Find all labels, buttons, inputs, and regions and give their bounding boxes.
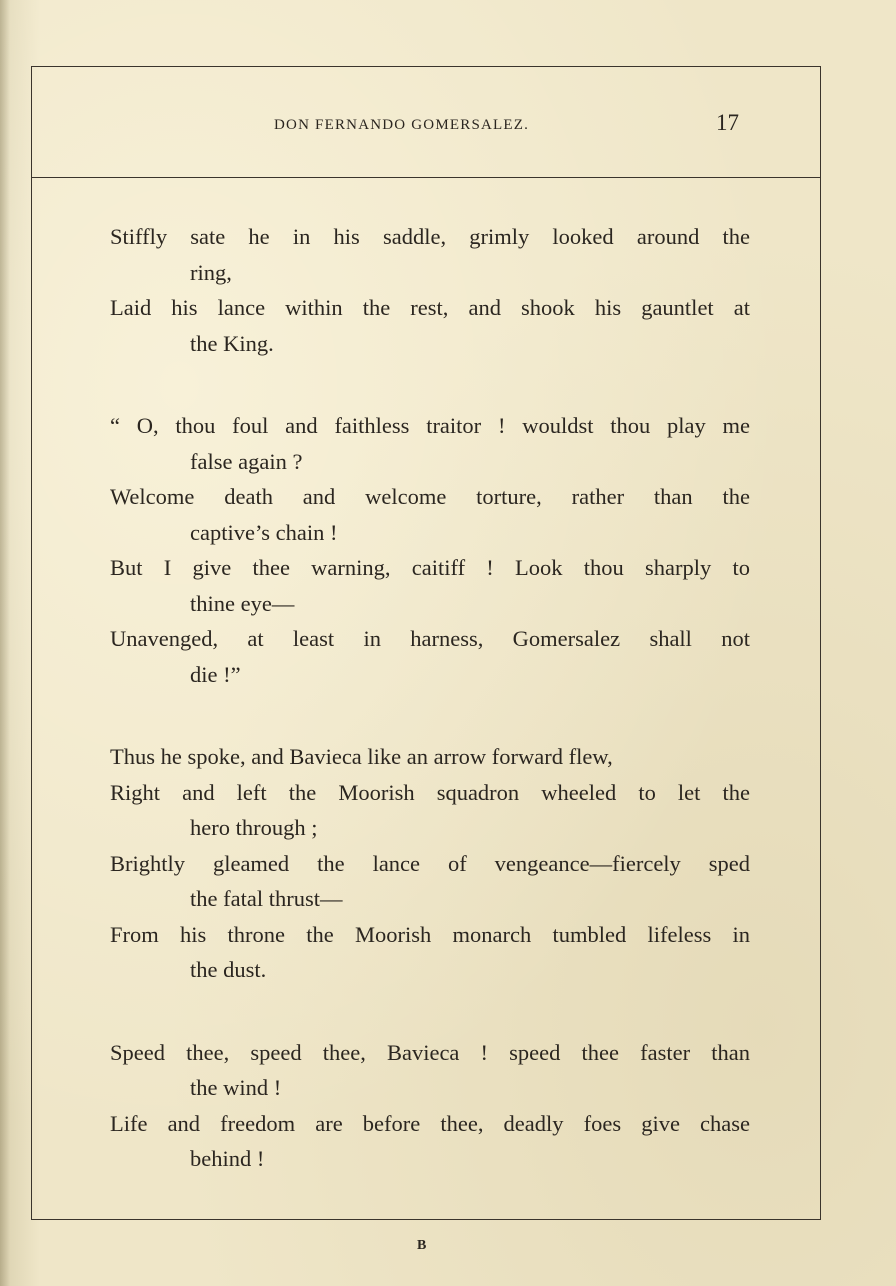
stanza	[110, 219, 750, 361]
verse-line-text: Laid his lance within the rest, and shook his gauntlet at	[110, 295, 750, 320]
verse-line	[110, 739, 750, 775]
verse-line-continuation: the wind !	[190, 1075, 282, 1100]
verse-line-text: Right and left the Moorish squadron wheeled to let the	[110, 779, 750, 805]
verse-line	[110, 846, 750, 917]
verse-line-text: Unavenged, at least in harness, Gomersalez shall not	[110, 626, 750, 651]
verse-line	[110, 917, 750, 988]
verse-line	[110, 550, 750, 621]
verse-line-text: Speed thee, speed thee, Bavieca ! speed thee faster than	[110, 1039, 750, 1065]
poem-body	[110, 219, 750, 1224]
verse-line	[110, 621, 750, 692]
verse-line-continuation: hero through ;	[190, 815, 318, 840]
verse-line-continuation: the King.	[190, 330, 274, 356]
signature-mark: B	[417, 1238, 427, 1253]
page-edge-shadow	[0, 0, 10, 1286]
verse-line-text: But I give thee warning, caitiff ! Look thou sharply to	[110, 555, 750, 580]
verse-line-continuation: ring,	[190, 259, 232, 285]
verse-line-continuation: the fatal thrust—	[190, 886, 343, 911]
verse-line	[110, 219, 750, 290]
verse-line-text: Thus he spoke, and Bavieca like an arrow forward flew,	[110, 744, 613, 769]
verse-line-continuation: behind !	[190, 1146, 265, 1171]
verse-line-continuation: die !”	[190, 661, 241, 687]
verse-line-continuation: thine eye—	[190, 590, 295, 616]
verse-line	[110, 479, 750, 550]
stanza	[110, 739, 750, 988]
verse-line	[110, 408, 750, 479]
verse-line-text: Brightly gleamed the lance of vengeance—fiercely sped	[110, 850, 750, 876]
verse-line	[110, 290, 750, 361]
verse-line	[110, 1106, 750, 1177]
verse-line	[110, 775, 750, 846]
verse-line-text: Stiffly sate he in his saddle, grimly looked around the	[110, 224, 750, 249]
page-number: 17	[716, 110, 739, 135]
verse-line-continuation: false again ?	[190, 448, 303, 474]
verse-line-text: From his throne the Moorish monarch tumbled lifeless in	[110, 921, 750, 947]
verse-line-continuation: captive’s chain !	[190, 519, 338, 545]
verse-line-text: Life and freedom are before thee, deadly foes give chase	[110, 1110, 750, 1136]
stanza	[110, 1035, 750, 1177]
verse-line-text: “ O, thou foul and faithless traitor ! wouldst thou play me	[110, 413, 750, 438]
running-title: DON FERNANDO GOMERSALEZ.	[274, 117, 530, 133]
verse-line-text: Welcome death and welcome torture, rather than the	[110, 484, 750, 509]
verse-line	[110, 1035, 750, 1106]
verse-line-continuation: the dust.	[190, 957, 267, 982]
stanza	[110, 408, 750, 692]
